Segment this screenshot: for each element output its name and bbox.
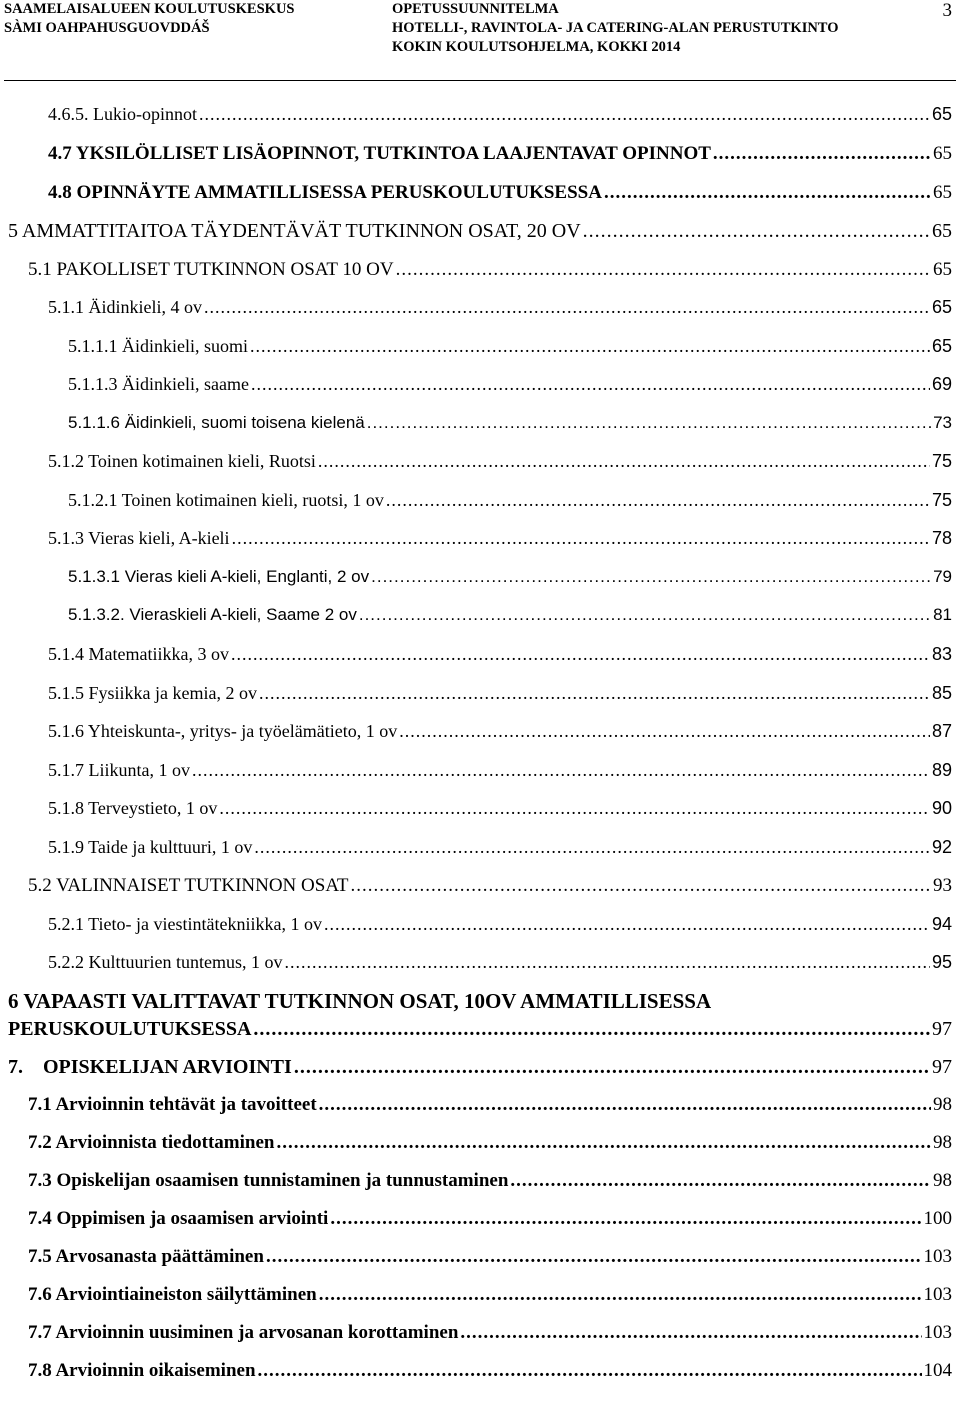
- toc-entry-page: 69: [931, 374, 952, 394]
- dot-leader: [294, 1056, 930, 1079]
- dot-leader: [251, 374, 930, 395]
- toc-entry[interactable]: [68, 567, 952, 587]
- toc-entry[interactable]: [48, 837, 952, 858]
- toc-entry-title: 5.1.5 Fysiikka ja kemia, 2 ov: [48, 683, 257, 703]
- toc-entry-page: 65: [933, 182, 952, 203]
- header-doc-line-3: KOKIN KOULUTSOHJELMA, KOKKI 2014: [392, 39, 681, 55]
- toc-entry[interactable]: [28, 875, 952, 897]
- header-document-info: [392, 0, 839, 57]
- toc-entry-page: 95: [931, 952, 952, 972]
- toc-entry[interactable]: [48, 297, 952, 318]
- dot-leader: [319, 1284, 922, 1306]
- dot-leader: [284, 952, 929, 973]
- dot-leader: [399, 721, 930, 742]
- toc-entry-title: 7.2 Arvioinnista tiedottaminen: [28, 1132, 275, 1153]
- toc-entry-title: 5.1 PAKOLLISET TUTKINNON OSAT 10 OV: [28, 259, 394, 280]
- toc-entry-title: 5.2.1 Tieto- ja viestintätekniikka, 1 ov: [48, 914, 322, 934]
- toc-entry[interactable]: [48, 721, 952, 742]
- dot-leader: [232, 528, 930, 549]
- toc-entry[interactable]: [48, 760, 952, 781]
- toc-entry-title: 5 AMMATTITAITOA TÄYDENTÄVÄT TUTKINNON OSAT, 20 OV: [8, 220, 581, 242]
- toc-entry-page: 65: [931, 104, 952, 124]
- toc-entry-page: 98: [933, 1132, 952, 1153]
- toc-entry-title: 7.6 Arviointiaineiston säilyttäminen: [28, 1284, 317, 1305]
- toc-entry-title: 5.2.2 Kulttuurien tuntemus, 1 ov: [48, 952, 283, 972]
- toc-entry-title: 5.1.1 Äidinkieli, 4 ov: [48, 297, 202, 317]
- toc-entry[interactable]: [48, 952, 952, 973]
- toc-entry-title: 7.3 Opiskelijan osaamisen tunnistaminen ja tunnustaminen: [28, 1170, 509, 1191]
- toc-entry-page: 81: [933, 605, 952, 624]
- toc-entry[interactable]: [28, 259, 952, 281]
- dot-leader: [258, 1360, 922, 1382]
- toc-entry[interactable]: [48, 182, 952, 204]
- toc-entry[interactable]: [48, 644, 952, 665]
- header-org-line-1: SAAMELAISALUEEN KOULUTUSKESKUS: [4, 1, 295, 17]
- toc-entry-title: 5.1.2 Toinen kotimainen kieli, Ruotsi: [48, 451, 316, 471]
- toc-entry-page: 103: [923, 1322, 952, 1343]
- page-header: [0, 0, 960, 76]
- toc-entry-title: 5.1.4 Matematiikka, 3 ov: [48, 644, 229, 664]
- toc-entry-page: 87: [931, 721, 952, 741]
- toc-entry-title: 5.1.1.6 Äidinkieli, suomi toisena kielenä: [68, 413, 365, 432]
- toc-entry-multiline[interactable]: [8, 989, 952, 1014]
- dot-leader: [713, 143, 931, 165]
- toc-entry-title: PERUSKOULUTUKSESSA: [8, 1018, 252, 1040]
- dot-leader: [351, 875, 931, 897]
- dot-leader: [330, 1208, 921, 1230]
- toc-entry[interactable]: [28, 1094, 952, 1116]
- toc-entry-title: 5.1.1.3 Äidinkieli, saame: [68, 374, 249, 394]
- dot-leader: [583, 220, 930, 243]
- toc-entry[interactable]: [28, 1360, 952, 1382]
- dot-leader: [219, 798, 930, 819]
- toc-entry-title: 5.1.3.2. Vieraskieli A-kieli, Saame 2 ov: [68, 605, 357, 624]
- toc-entry-page: 98: [933, 1170, 952, 1191]
- toc-entry-title: 5.1.8 Terveystieto, 1 ov: [48, 798, 218, 818]
- toc-entry-page: 78: [931, 528, 952, 548]
- toc-entry-title: 5.1.6 Yhteiskunta-, yritys- ja työelämätieto, 1 ov: [48, 721, 398, 741]
- dot-leader: [250, 336, 930, 357]
- toc-entry-page: 94: [931, 914, 952, 934]
- toc-entry[interactable]: [28, 1132, 952, 1154]
- dot-leader: [192, 760, 930, 781]
- toc-entry-title: 7. OPISKELIJAN ARVIOINTI: [8, 1056, 292, 1078]
- dot-leader: [266, 1246, 922, 1268]
- toc-entry[interactable]: [28, 1246, 952, 1268]
- toc-entry-title-line-1: 6 VAPAASTI VALITTAVAT TUTKINNON OSAT, 10OV AMMATILLISESSA: [8, 989, 712, 1013]
- toc-entry-page: 92: [931, 837, 952, 857]
- toc-entry[interactable]: [28, 1208, 952, 1230]
- toc-entry-page: 100: [923, 1208, 952, 1229]
- toc-entry-title: 4.7 YKSILÖLLISET LISÄOPINNOT, TUTKINTOA LAAJENTAVAT OPINNOT: [48, 143, 711, 164]
- toc-entry[interactable]: [48, 798, 952, 819]
- toc-entry[interactable]: [68, 490, 952, 511]
- dot-leader: [254, 837, 930, 858]
- dot-leader: [318, 451, 930, 472]
- dot-leader: [371, 567, 931, 587]
- header-org-line-2: SÀMI OAHPAHUSGUOVDDÁŠ: [4, 20, 210, 36]
- toc-entry[interactable]: [48, 143, 952, 165]
- toc-entry[interactable]: [8, 1056, 952, 1079]
- toc-entry-title: 5.1.7 Liikunta, 1 ov: [48, 760, 190, 780]
- header-doc-line-1: OPETUSSUUNNITELMA: [392, 1, 559, 17]
- dot-leader: [319, 1094, 931, 1116]
- toc-entry-page: 65: [931, 336, 952, 356]
- toc-entry-page: 97: [932, 1056, 952, 1078]
- toc-entry-page: 65: [932, 220, 952, 242]
- toc-entry-page: 83: [931, 644, 952, 664]
- toc-entry[interactable]: [28, 1284, 952, 1306]
- dot-leader: [204, 297, 930, 318]
- toc-entry-title: 4.8 OPINNÄYTE AMMATILLISESSA PERUSKOULUTUKSESSA: [48, 182, 602, 203]
- dot-leader: [386, 490, 930, 511]
- toc-entry-title: 7.5 Arvosanasta päättäminen: [28, 1246, 264, 1267]
- toc-entry-title: 5.1.9 Taide ja kulttuuri, 1 ov: [48, 837, 253, 857]
- toc-entry-title: 7.1 Arvioinnin tehtävät ja tavoitteet: [28, 1094, 317, 1115]
- header-divider: [4, 80, 956, 81]
- toc-entry-page: 104: [923, 1360, 952, 1381]
- toc-entry-title: 7.8 Arvioinnin oikaiseminen: [28, 1360, 256, 1381]
- dot-leader: [259, 683, 930, 704]
- toc-entry-page: 98: [933, 1094, 952, 1115]
- header-doc-line-2: HOTELLI-, RAVINTOLA- JA CATERING-ALAN PERUSTUTKINTO: [392, 20, 839, 36]
- dot-leader: [510, 1170, 931, 1192]
- toc-entry-title: 5.1.3 Vieras kieli, A-kieli: [48, 528, 230, 548]
- toc-entry[interactable]: [68, 336, 952, 357]
- header-organization: [4, 0, 294, 38]
- dot-leader: [367, 413, 931, 433]
- toc-entry-page: 85: [931, 683, 952, 703]
- toc-entry[interactable]: [48, 528, 952, 549]
- toc-entry[interactable]: [28, 1322, 952, 1344]
- toc-entry-title: 5.1.2.1 Toinen kotimainen kieli, ruotsi, 1 ov: [68, 490, 384, 510]
- dot-leader: [253, 1018, 930, 1041]
- dot-leader: [276, 1132, 931, 1154]
- toc-entry-page: 73: [933, 413, 952, 432]
- toc-entry-page: 103: [923, 1246, 952, 1267]
- toc-entry-page: 79: [933, 567, 952, 586]
- dot-leader: [324, 914, 930, 935]
- dot-leader: [460, 1322, 921, 1344]
- dot-leader: [231, 644, 930, 665]
- toc-entry[interactable]: [48, 451, 952, 472]
- toc-entry[interactable]: [48, 914, 952, 935]
- toc-entry-title: 7.7 Arvioinnin uusiminen ja arvosanan korottaminen: [28, 1322, 459, 1343]
- toc-entry-page: 103: [923, 1284, 952, 1305]
- toc-entry-title: 5.2 VALINNAISET TUTKINNON OSAT: [28, 875, 349, 896]
- toc-entry[interactable]: [8, 220, 952, 243]
- toc-entry[interactable]: [48, 104, 952, 125]
- toc-entry-title: 4.6.5. Lukio-opinnot: [48, 104, 197, 124]
- toc-entry-page: 65: [931, 297, 952, 317]
- toc-entry[interactable]: [68, 605, 952, 625]
- toc-entry-page: 89: [931, 760, 952, 780]
- toc-entry-page: 75: [931, 490, 952, 510]
- toc-entry[interactable]: [68, 374, 952, 395]
- toc-entry[interactable]: [48, 683, 952, 704]
- toc-entry-page: 75: [931, 451, 952, 471]
- dot-leader: [199, 104, 930, 125]
- page-number: 3: [942, 0, 952, 21]
- toc-entry-page: 90: [931, 798, 952, 818]
- dot-leader: [359, 605, 931, 625]
- toc-entry-title: 5.1.1.1 Äidinkieli, suomi: [68, 336, 248, 356]
- toc-entry-page: 65: [933, 259, 952, 280]
- toc-entry[interactable]: [8, 1018, 952, 1041]
- toc-entry-page: 97: [932, 1018, 952, 1040]
- toc-entry-page: 65: [933, 143, 952, 164]
- toc-entry-title: 5.1.3.1 Vieras kieli A-kieli, Englanti, 2 ov: [68, 567, 370, 586]
- toc-entry[interactable]: [28, 1170, 952, 1192]
- toc-entry[interactable]: [68, 413, 952, 433]
- dot-leader: [396, 259, 931, 281]
- dot-leader: [604, 182, 931, 204]
- toc-entry-page: 93: [933, 875, 952, 896]
- toc-entry-title: 7.4 Oppimisen ja osaamisen arviointi: [28, 1208, 329, 1229]
